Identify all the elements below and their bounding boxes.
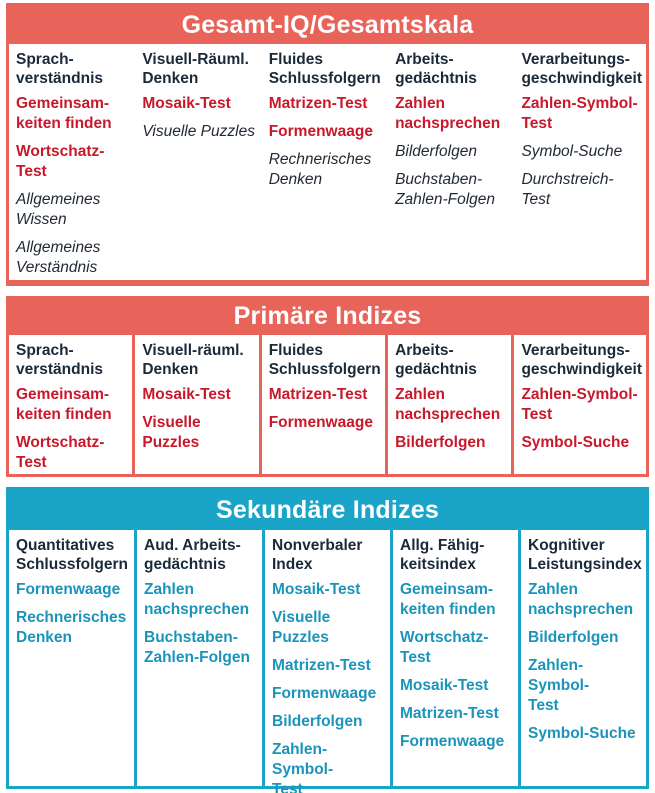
subtest: Visuelle Puzzles (272, 609, 331, 646)
primaere-indizes-section (6, 296, 649, 477)
supplemental-subtest: Bilderfolgen (395, 143, 477, 160)
subtest: Zahlen nachsprechen (144, 581, 250, 618)
subtest: Zahlen-Symbol- Test (528, 657, 590, 714)
column-header: Aud. Arbeits- gedächtnis (144, 537, 241, 573)
sekundaer-col-1 (137, 530, 262, 786)
subtest: Gemeinsam- keiten finden (400, 581, 496, 618)
column-header: Visuell-räuml. Denken (142, 342, 244, 378)
supplemental-subtest: Allgemeines Verständnis (16, 239, 101, 276)
subtest: Matrizen-Test (268, 386, 368, 403)
primaer-col-3 (388, 335, 511, 474)
subtest: Mosaik-Test (400, 677, 489, 694)
subtest: Bilderfolgen (528, 629, 619, 646)
sekundaer-col-2 (265, 530, 390, 793)
primaer-col-2 (262, 335, 385, 474)
core-subtest: Zahlen-Symbol- Test (521, 95, 638, 132)
section-title-gesamt: Gesamt-IQ/Gesamtskala (181, 11, 474, 39)
subtest: Wortschatz- Test (400, 629, 489, 666)
column-header: Visuell-Räuml. Denken (142, 51, 249, 87)
sekundaer-col-0 (9, 530, 134, 786)
section-title-primaer: Primäre Indizes (233, 302, 422, 330)
gesamt-col-0 (9, 44, 135, 280)
subtest: Mosaik-Test (272, 581, 361, 598)
column-header: Nonverbaler Index (272, 537, 363, 573)
primaer-col-0 (9, 335, 132, 474)
column-header: Arbeits- gedächtnis (395, 342, 477, 378)
supplemental-subtest: Durchstreich-Test (521, 171, 614, 208)
gesamt-col-3 (388, 44, 514, 280)
sekundaer-col-4 (521, 530, 646, 786)
subtest: Matrizen-Test (400, 705, 499, 722)
subtest: Zahlen nachsprechen (395, 386, 501, 423)
subtest: Bilderfolgen (272, 713, 363, 730)
supplemental-subtest: Buchstaben- Zahlen-Folgen (395, 171, 496, 208)
subtest: Formenwaage (400, 733, 505, 750)
subtest: Symbol-Suche (528, 725, 636, 742)
primaer-col-1 (135, 335, 258, 474)
column-header: Fluides Schlussfolgern (268, 342, 381, 378)
primaer-grid (9, 335, 646, 474)
supplemental-subtest: Allgemeines Wissen (16, 191, 101, 228)
column-header: Quantitatives Schlussfolgern (16, 537, 128, 573)
subtest: Bilderfolgen (395, 434, 486, 451)
column-header: Arbeits- gedächtnis (395, 51, 477, 87)
subtest: Wortschatz- Test (16, 434, 105, 471)
gesamt-col-4 (514, 44, 646, 280)
column-header: Fluides Schlussfolgern (268, 51, 381, 87)
gesamt-col-1 (135, 44, 261, 280)
subtest: Symbol-Suche (521, 434, 630, 451)
core-subtest: Zahlen nachsprechen (395, 95, 501, 132)
supplemental-subtest: Rechnerisches Denken (268, 151, 372, 188)
gesamt-iq-section (6, 3, 649, 286)
subtest: Matrizen-Test (272, 657, 371, 674)
sekundaer-col-3 (393, 530, 518, 786)
subtest: Zahlen-Symbol- Test (272, 741, 334, 793)
column-header: Kognitiver Leistungsindex (528, 537, 642, 573)
column-header: Verarbeitungs- geschwindigkeit (521, 342, 643, 378)
core-subtest: Matrizen-Test (268, 95, 368, 112)
subtest: Formenwaage (16, 581, 121, 598)
core-subtest: Wortschatz- Test (16, 143, 105, 180)
column-header: Sprach- verständnis (16, 51, 104, 87)
subtest: Formenwaage (268, 414, 373, 431)
subtest: Rechnerisches Denken (16, 609, 127, 646)
column-header: Verarbeitungs- geschwindigkeit (521, 51, 643, 87)
subtest: Buchstaben- Zahlen-Folgen (144, 629, 250, 666)
subtest: Zahlen nachsprechen (528, 581, 634, 618)
subtest: Gemeinsam- keiten finden (16, 386, 112, 423)
subtest: Visuelle Puzzles (142, 414, 201, 451)
subtest: Mosaik-Test (142, 386, 231, 403)
subtest: Formenwaage (272, 685, 377, 702)
core-subtest: Mosaik-Test (142, 95, 231, 112)
core-subtest: Gemeinsam- keiten finden (16, 95, 112, 132)
gesamt-grid (9, 44, 646, 280)
section-title-sekundaer: Sekundäre Indizes (216, 496, 439, 524)
sekundaer-grid (9, 530, 646, 793)
supplemental-subtest: Visuelle Puzzles (142, 123, 255, 140)
supplemental-subtest: Symbol-Suche (521, 143, 623, 160)
column-header: Sprach- verständnis (16, 342, 104, 378)
column-header: Allg. Fähig- keitsindex (400, 537, 485, 573)
sekundaere-indizes-section (6, 487, 649, 793)
subtest: Zahlen-Symbol- Test (521, 386, 638, 423)
core-subtest: Formenwaage (268, 123, 373, 140)
primaer-col-4 (514, 335, 646, 474)
gesamt-col-2 (262, 44, 388, 280)
